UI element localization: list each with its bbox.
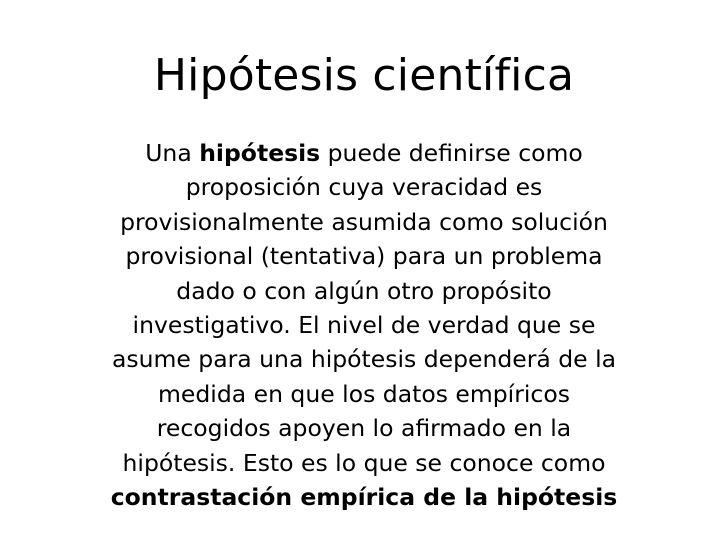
body-term-hipotesis: hipótesis: [199, 139, 321, 167]
body-line-4: provisional (tentativa) para un problema: [125, 242, 603, 271]
body-line-10: hipótesis. Esto es lo que se conoce como: [122, 448, 606, 477]
body-closing-bold: contrastación empírica de la hipótesis: [110, 483, 618, 512]
body-line-5: dado o con algún otro propósito: [176, 276, 552, 305]
body-line-9: recogidos apoyen lo afirmado en la: [156, 414, 572, 443]
slide-title: Hipótesis científica: [153, 50, 575, 101]
body-line-8: medida en que los datos empíricos: [158, 379, 570, 408]
body-line-3: provisionalmente asumida como solución: [120, 207, 608, 236]
body-line-6: investigativo. El nivel de verdad que se: [132, 311, 596, 340]
body-intro-post: puede definirse como: [320, 139, 583, 167]
body-intro-pre: Una: [145, 139, 200, 167]
body-line-2: proposición cuya veracidad es: [185, 173, 543, 202]
body-line-1: [50, 136, 678, 170]
body-line-7: asume para una hipótesis dependerá de la: [111, 345, 617, 374]
slide-body-text: [50, 136, 678, 514]
